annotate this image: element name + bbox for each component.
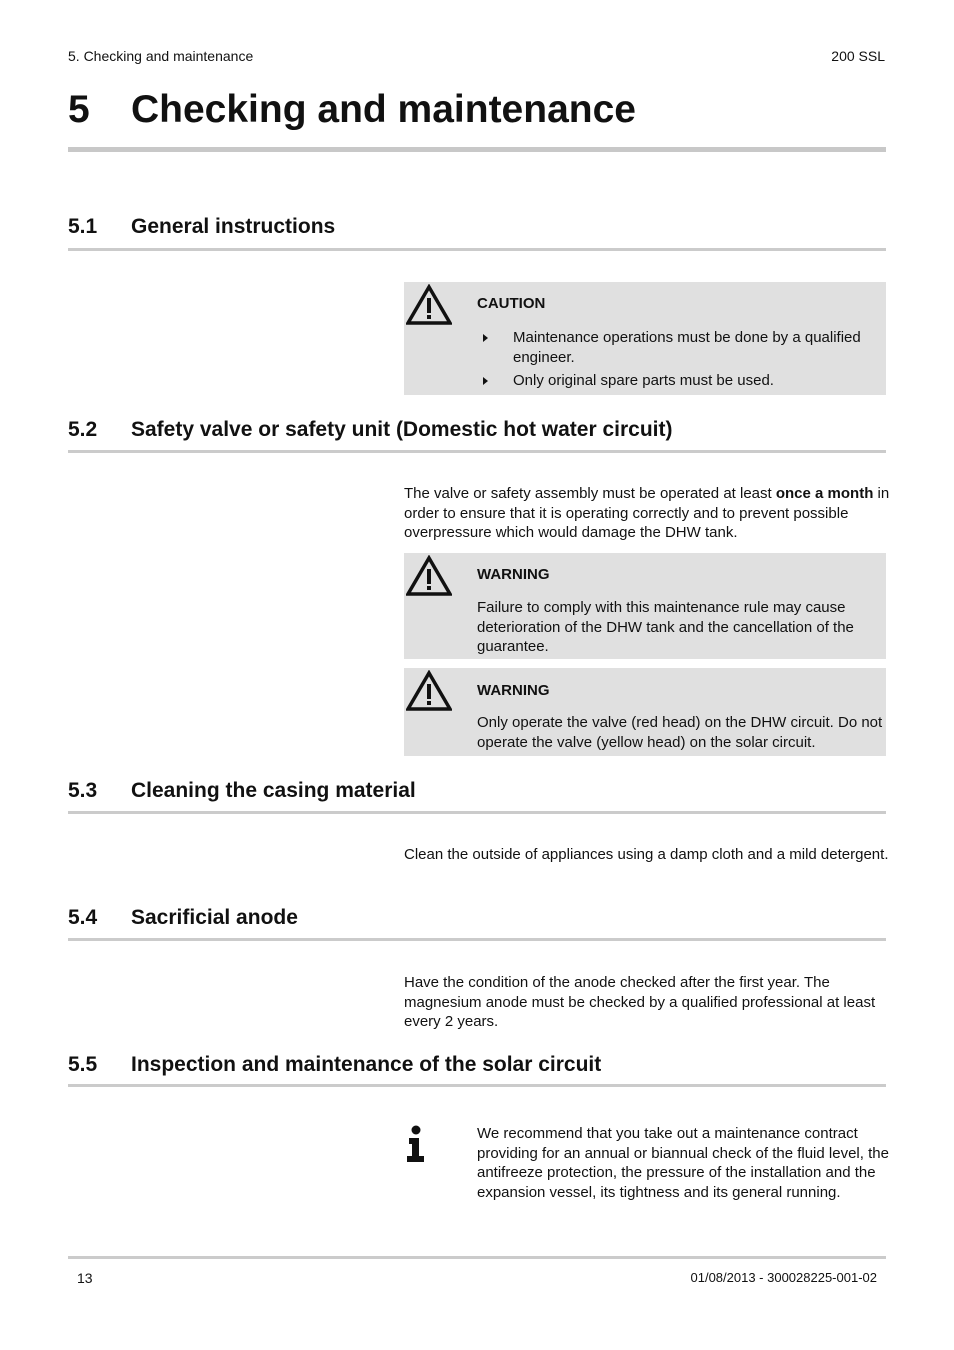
warning-box-1: [404, 553, 886, 659]
page-number: 13: [77, 1270, 93, 1286]
footer-rule: [68, 1256, 886, 1259]
emphasis: once a month: [775, 485, 874, 502]
document-reference: 01/08/2013 - 300028225-001-02: [690, 1270, 877, 1285]
warning-text: Failure to comply with this maintenance rule may cause deterioration of the DHW tank and the cancellation of the guarantee.: [477, 599, 854, 655]
running-header-right: 200 SSL: [831, 48, 885, 64]
section-number: 5.3: [68, 779, 98, 802]
section-heading-5-2: [68, 418, 886, 442]
chapter-number: 5: [68, 88, 90, 131]
section-heading-5-3: [68, 779, 886, 803]
section-heading-5-4: [68, 906, 886, 930]
section-title: Sacrificial anode: [131, 906, 298, 929]
section-rule: [68, 1084, 886, 1087]
warning-label: WARNING: [477, 682, 550, 699]
chapter-title: [68, 88, 886, 132]
chapter-title-text: Checking and maintenance: [131, 88, 636, 131]
section-title: Inspection and maintenance of the solar circuit: [131, 1053, 602, 1076]
section-rule: [68, 811, 886, 814]
section-heading-5-5: [68, 1053, 886, 1077]
section-number: 5.1: [68, 215, 98, 238]
triangle-bullet-icon: [483, 334, 488, 342]
section-5-4-body: Have the condition of the anode checked after the first year. The magnesium anode must be checked by a qualified professional at least every 2 years.: [404, 974, 876, 1030]
chapter-rule: [68, 147, 886, 152]
list-item: Maintenance operations must be done by a qualified engineer.: [477, 328, 885, 367]
caution-list: [477, 328, 885, 395]
section-rule: [68, 450, 886, 453]
warning-triangle-icon: [406, 555, 452, 597]
section-5-3-body: Clean the outside of appliances using a damp cloth and a mild detergent.: [404, 846, 889, 863]
section-title: Cleaning the casing material: [131, 779, 416, 802]
warning-triangle-icon: [406, 284, 452, 326]
warning-label: WARNING: [477, 566, 550, 583]
warning-text: Only operate the valve (red head) on the DHW circuit. Do not operate the valve (yellow head) on the solar circuit.: [477, 714, 883, 751]
list-item: Only original spare parts must be used.: [477, 371, 885, 391]
section-5-2-body: The valve or safety assembly must be operated at least once a month in order to ensure that it is operating correctly and to prevent possible overpressure which would damage the DHW tank.: [404, 485, 890, 541]
section-number: 5.4: [68, 906, 98, 929]
section-number: 5.5: [68, 1053, 98, 1076]
section-number: 5.2: [68, 418, 98, 441]
running-header-left: 5. Checking and maintenance: [68, 48, 254, 64]
section-rule: [68, 938, 886, 941]
triangle-bullet-icon: [483, 377, 488, 385]
warning-triangle-icon: [406, 670, 452, 712]
section-heading-5-1: [68, 215, 886, 239]
section-rule: [68, 248, 886, 251]
caution-box: [404, 282, 886, 395]
warning-box-2: [404, 668, 886, 756]
section-5-5-info: We recommend that you take out a maintenance contract providing for an annual or biannual check of the fluid level, the antifreeze protection, the pressure of the installation and the expansion vessel, its tightness and its general running.: [477, 1125, 889, 1201]
section-title: General instructions: [131, 215, 336, 238]
caution-label: CAUTION: [477, 295, 546, 312]
section-title: Safety valve or safety unit (Domestic hot water circuit): [131, 418, 673, 441]
info-icon: [404, 1125, 428, 1165]
